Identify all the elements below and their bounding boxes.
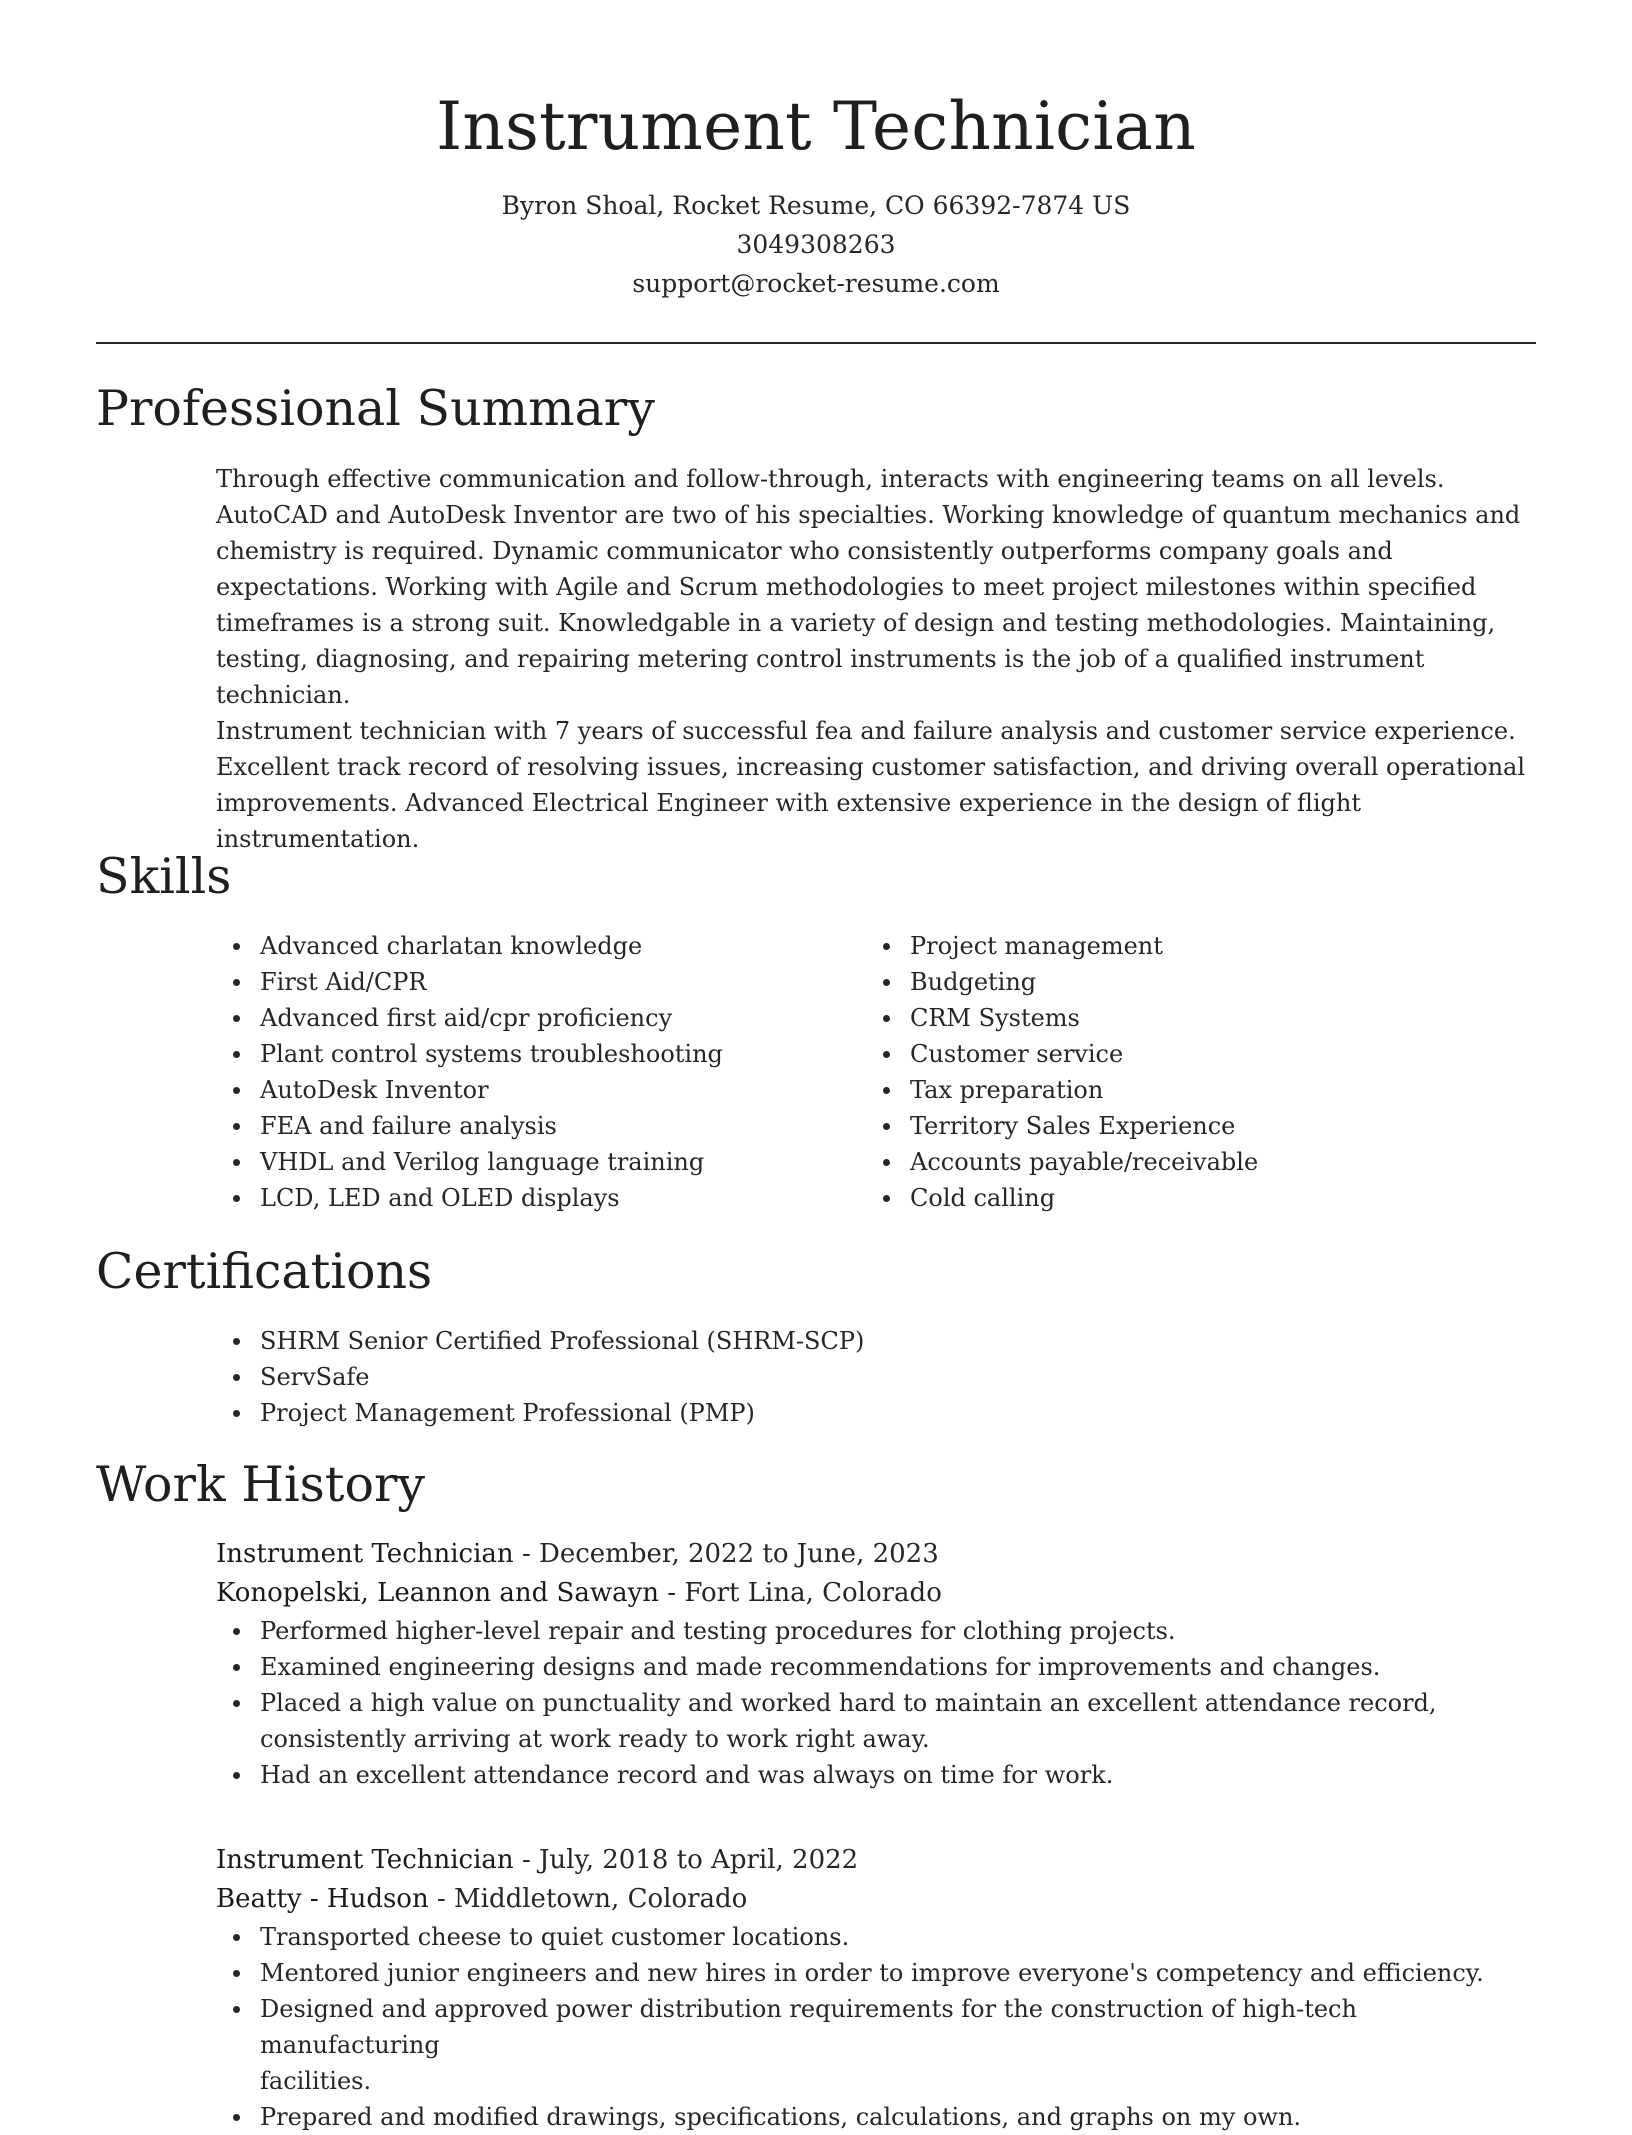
skill-item: Plant control systems troubleshooting [216, 1036, 836, 1072]
section-title-work-history: Work History [96, 1456, 426, 1513]
skill-item: Project management [866, 928, 1536, 964]
job-title: Instrument Technician [216, 1539, 514, 1569]
job-title: Instrument Technician [216, 1845, 514, 1875]
certification-item: SHRM Senior Certified Professional (SHRM-SCP) [216, 1323, 1536, 1359]
job-bullet: Had an excellent attendance record and was always on time for work. [216, 1757, 1536, 1793]
job-location: - Fort Lina, Colorado [659, 1578, 942, 1608]
job-employer [216, 1880, 1536, 1919]
section-title-summary: Professional Summary [96, 380, 655, 437]
job-location: - Middletown, Colorado [428, 1884, 748, 1914]
certification-item: ServSafe [216, 1359, 1536, 1395]
skill-item: Advanced charlatan knowledge [216, 928, 836, 964]
summary-line: improvements. Advanced Electrical Engineer with extensive experience in the design of flight [216, 789, 1362, 817]
job-bullet: Transported cheese to quiet customer locations. [216, 1919, 1536, 1955]
summary-line: Excellent track record of resolving issues, increasing customer satisfaction, and driving overall operational [216, 753, 1526, 781]
skill-item: First Aid/CPR [216, 964, 836, 1000]
skills-list-left [216, 928, 836, 1216]
job-bullet: Placed a high value on punctuality and worked hard to maintain an excellent attendance record, consistently arriving at work ready to work right away. [216, 1685, 1536, 1757]
job-dates: - July, 2018 to April, 2022 [513, 1845, 859, 1875]
skill-item: Customer service [866, 1036, 1536, 1072]
job-heading [216, 1841, 1536, 1880]
contact-phone: 3049308263 [736, 230, 896, 259]
job-company: Beatty - Hudson [216, 1884, 429, 1914]
summary-line: timeframes is a strong suit. Knowledgable in a variety of design and testing methodologies. Maintaining, [216, 609, 1496, 637]
skill-item: Tax preparation [866, 1072, 1536, 1108]
job-bullets [216, 1613, 1536, 1793]
skill-item: Budgeting [866, 964, 1536, 1000]
skill-item: Cold calling [866, 1180, 1536, 1216]
skill-item: AutoDesk Inventor [216, 1072, 836, 1108]
summary-line: testing, diagnosing, and repairing metering control instruments is the job of a qualified instrument technician. [216, 645, 1425, 709]
job-bullet: Examined engineering designs and made recommendations for improvements and changes. [216, 1649, 1536, 1685]
header-divider [96, 342, 1536, 344]
certification-item: Project Management Professional (PMP) [216, 1395, 1536, 1431]
skill-item: LCD, LED and OLED displays [216, 1180, 836, 1216]
professional-summary [216, 461, 1536, 857]
section-title-skills: Skills [96, 848, 232, 905]
skill-item: Advanced first aid/cpr proficiency [216, 1000, 836, 1036]
contact-address: Byron Shoal, Rocket Resume, CO 66392-7874 US [501, 191, 1131, 220]
summary-line: instrumentation. [216, 825, 420, 853]
job-entry [216, 1535, 1536, 1793]
skill-item: VHDL and Verilog language training [216, 1144, 836, 1180]
skill-item: Accounts payable/receivable [866, 1144, 1536, 1180]
summary-line: Through effective communication and follow-through, interacts with engineering teams on all levels. [216, 465, 1445, 493]
certifications-list [216, 1323, 1536, 1431]
job-entry [216, 1841, 1536, 2135]
job-company: Konopelski, Leannon and Sawayn [216, 1578, 660, 1608]
summary-line: expectations. Working with Agile and Scrum methodologies to meet project milestones within specified [216, 573, 1477, 601]
contact-email: support@rocket-resume.com [632, 269, 1000, 298]
job-bullet: Designed and approved power distribution requirements for the construction of high-tech manufacturing facilities. [216, 1991, 1536, 2099]
summary-line: AutoCAD and AutoDesk Inventor are two of his specialties. Working knowledge of quantum mechanics and [216, 501, 1521, 529]
skill-item: Territory Sales Experience [866, 1108, 1536, 1144]
skills-list-right [866, 928, 1536, 1216]
job-heading [216, 1535, 1536, 1574]
job-bullet: Mentored junior engineers and new hires in order to improve everyone's competency and efficiency. [216, 1955, 1536, 1991]
job-employer [216, 1574, 1536, 1613]
summary-line: Instrument technician with 7 years of successful fea and failure analysis and customer service experience. [216, 717, 1516, 745]
job-bullet: Prepared and modified drawings, specifications, calculations, and graphs on my own. [216, 2099, 1536, 2135]
contact-block [96, 186, 1536, 303]
job-dates: - December, 2022 to June, 2023 [513, 1539, 939, 1569]
section-title-certifications: Certifications [96, 1243, 433, 1300]
summary-line: chemistry is required. Dynamic communicator who consistently outperforms company goals and [216, 537, 1393, 565]
job-bullets [216, 1919, 1536, 2135]
skill-item: CRM Systems [866, 1000, 1536, 1036]
skill-item: FEA and failure analysis [216, 1108, 836, 1144]
resume-title: Instrument Technician [436, 88, 1196, 165]
job-bullet: Performed higher-level repair and testing procedures for clothing projects. [216, 1613, 1536, 1649]
resume-header [96, 82, 1536, 303]
